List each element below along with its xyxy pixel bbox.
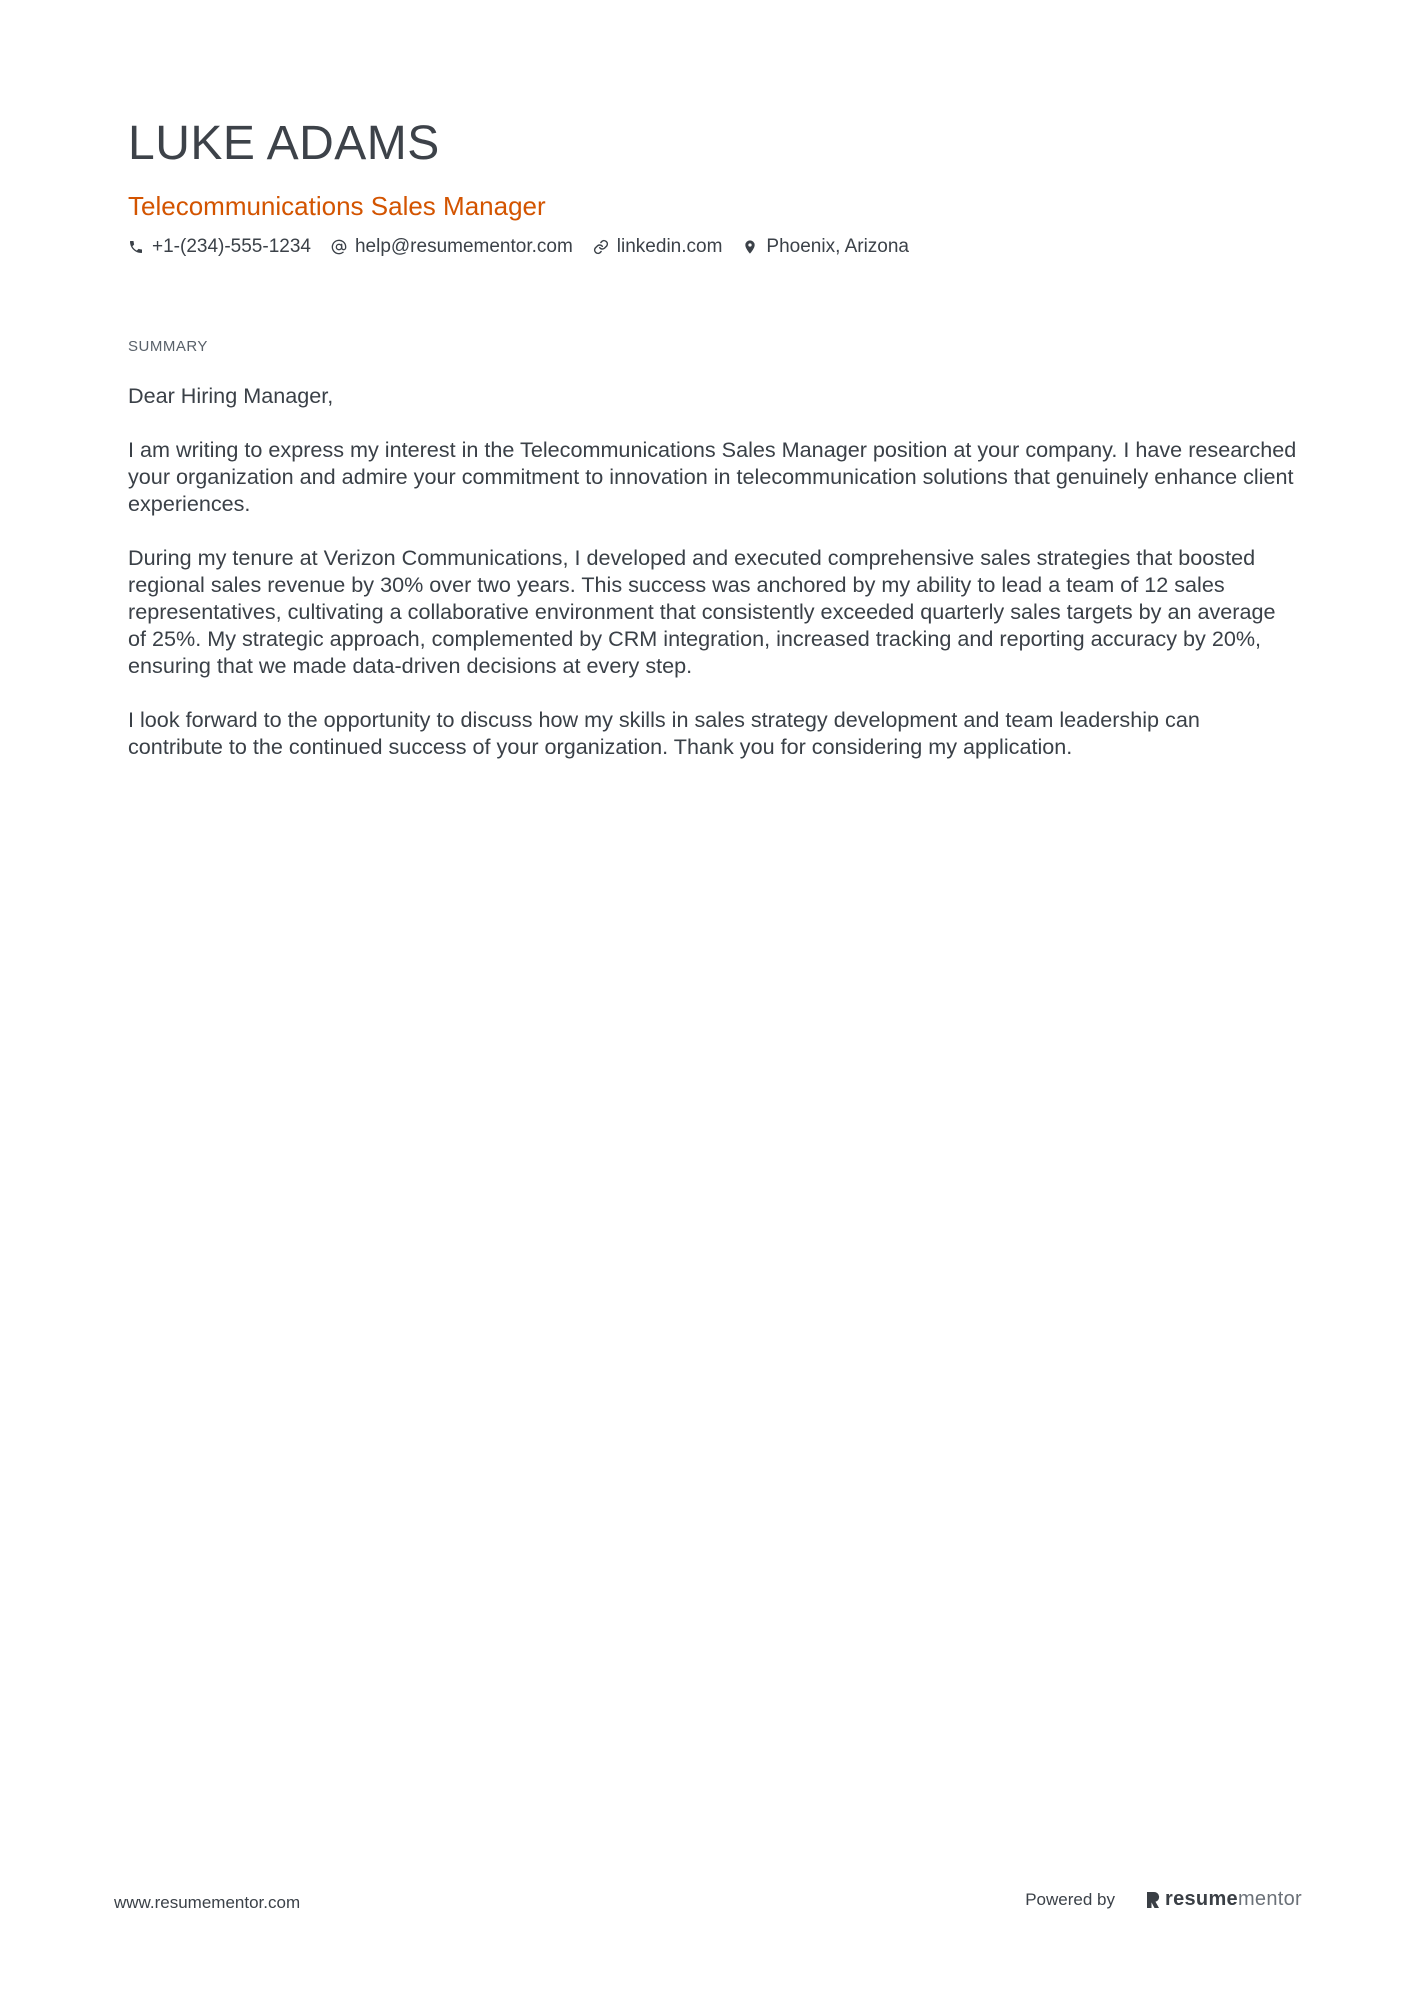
letter-body [128, 382, 1298, 787]
footer-website-link[interactable]: www.resumementor.com [114, 1893, 301, 1912]
letter-paragraph: I look forward to the opportunity to discuss how my skills in sales strategy development and team leadership can contribute to the continued success of your organization. Thank you for considering my application. [128, 707, 1200, 759]
letter-paragraph: I am writing to express my interest in the Telecommunications Sales Manager position at your company. I have researched your organization and admire your commitment to innovation in telecommunication solutions that genuinely enhance client experiences. [128, 437, 1297, 516]
contact-linkedin[interactable] [593, 234, 723, 260]
resume-header [128, 112, 1288, 260]
brand-name-light: mentor [1237, 1888, 1302, 1910]
location-text: Phoenix, Arizona [766, 236, 909, 257]
at-sign-icon [331, 239, 347, 255]
contact-location [742, 234, 909, 260]
email-text[interactable]: help@resumementor.com [354, 236, 573, 257]
resumementor-logo[interactable] [1145, 1888, 1302, 1911]
section-heading-summary: SUMMARY [128, 338, 208, 355]
contact-email[interactable] [331, 234, 573, 260]
letter-paragraph: During my tenure at Verizon Communications, I developed and executed comprehensive sales strategies that boosted regional sales revenue by 30% over two years. This success was anchored by my ability to lead a team of 12 sales representatives, cultivating a collaborative environment that consistently exceeded quarterly sales targets by an average of 25%. My strategic approach, complemented by CRM integration, increased tracking and reporting accuracy by 20%, ensuring that we made data-driven decisions at every step. [128, 545, 1276, 678]
footer-powered-by [1025, 1888, 1302, 1911]
applicant-name: LUKE ADAMS [128, 117, 440, 170]
location-pin-icon [742, 239, 758, 255]
phone-icon [128, 239, 144, 255]
job-title: Telecommunications Sales Manager [128, 191, 546, 221]
link-icon [593, 239, 609, 255]
linkedin-text[interactable]: linkedin.com [616, 236, 723, 257]
phone-text: +1-(234)-555-1234 [152, 236, 311, 257]
salutation: Dear Hiring Manager, [128, 383, 334, 408]
resumementor-logo-icon [1145, 1890, 1161, 1910]
brand-name-bold: resume [1165, 1888, 1238, 1910]
contact-info [128, 234, 1288, 260]
powered-by-label: Powered by [1025, 1889, 1115, 1909]
contact-phone [128, 234, 311, 260]
